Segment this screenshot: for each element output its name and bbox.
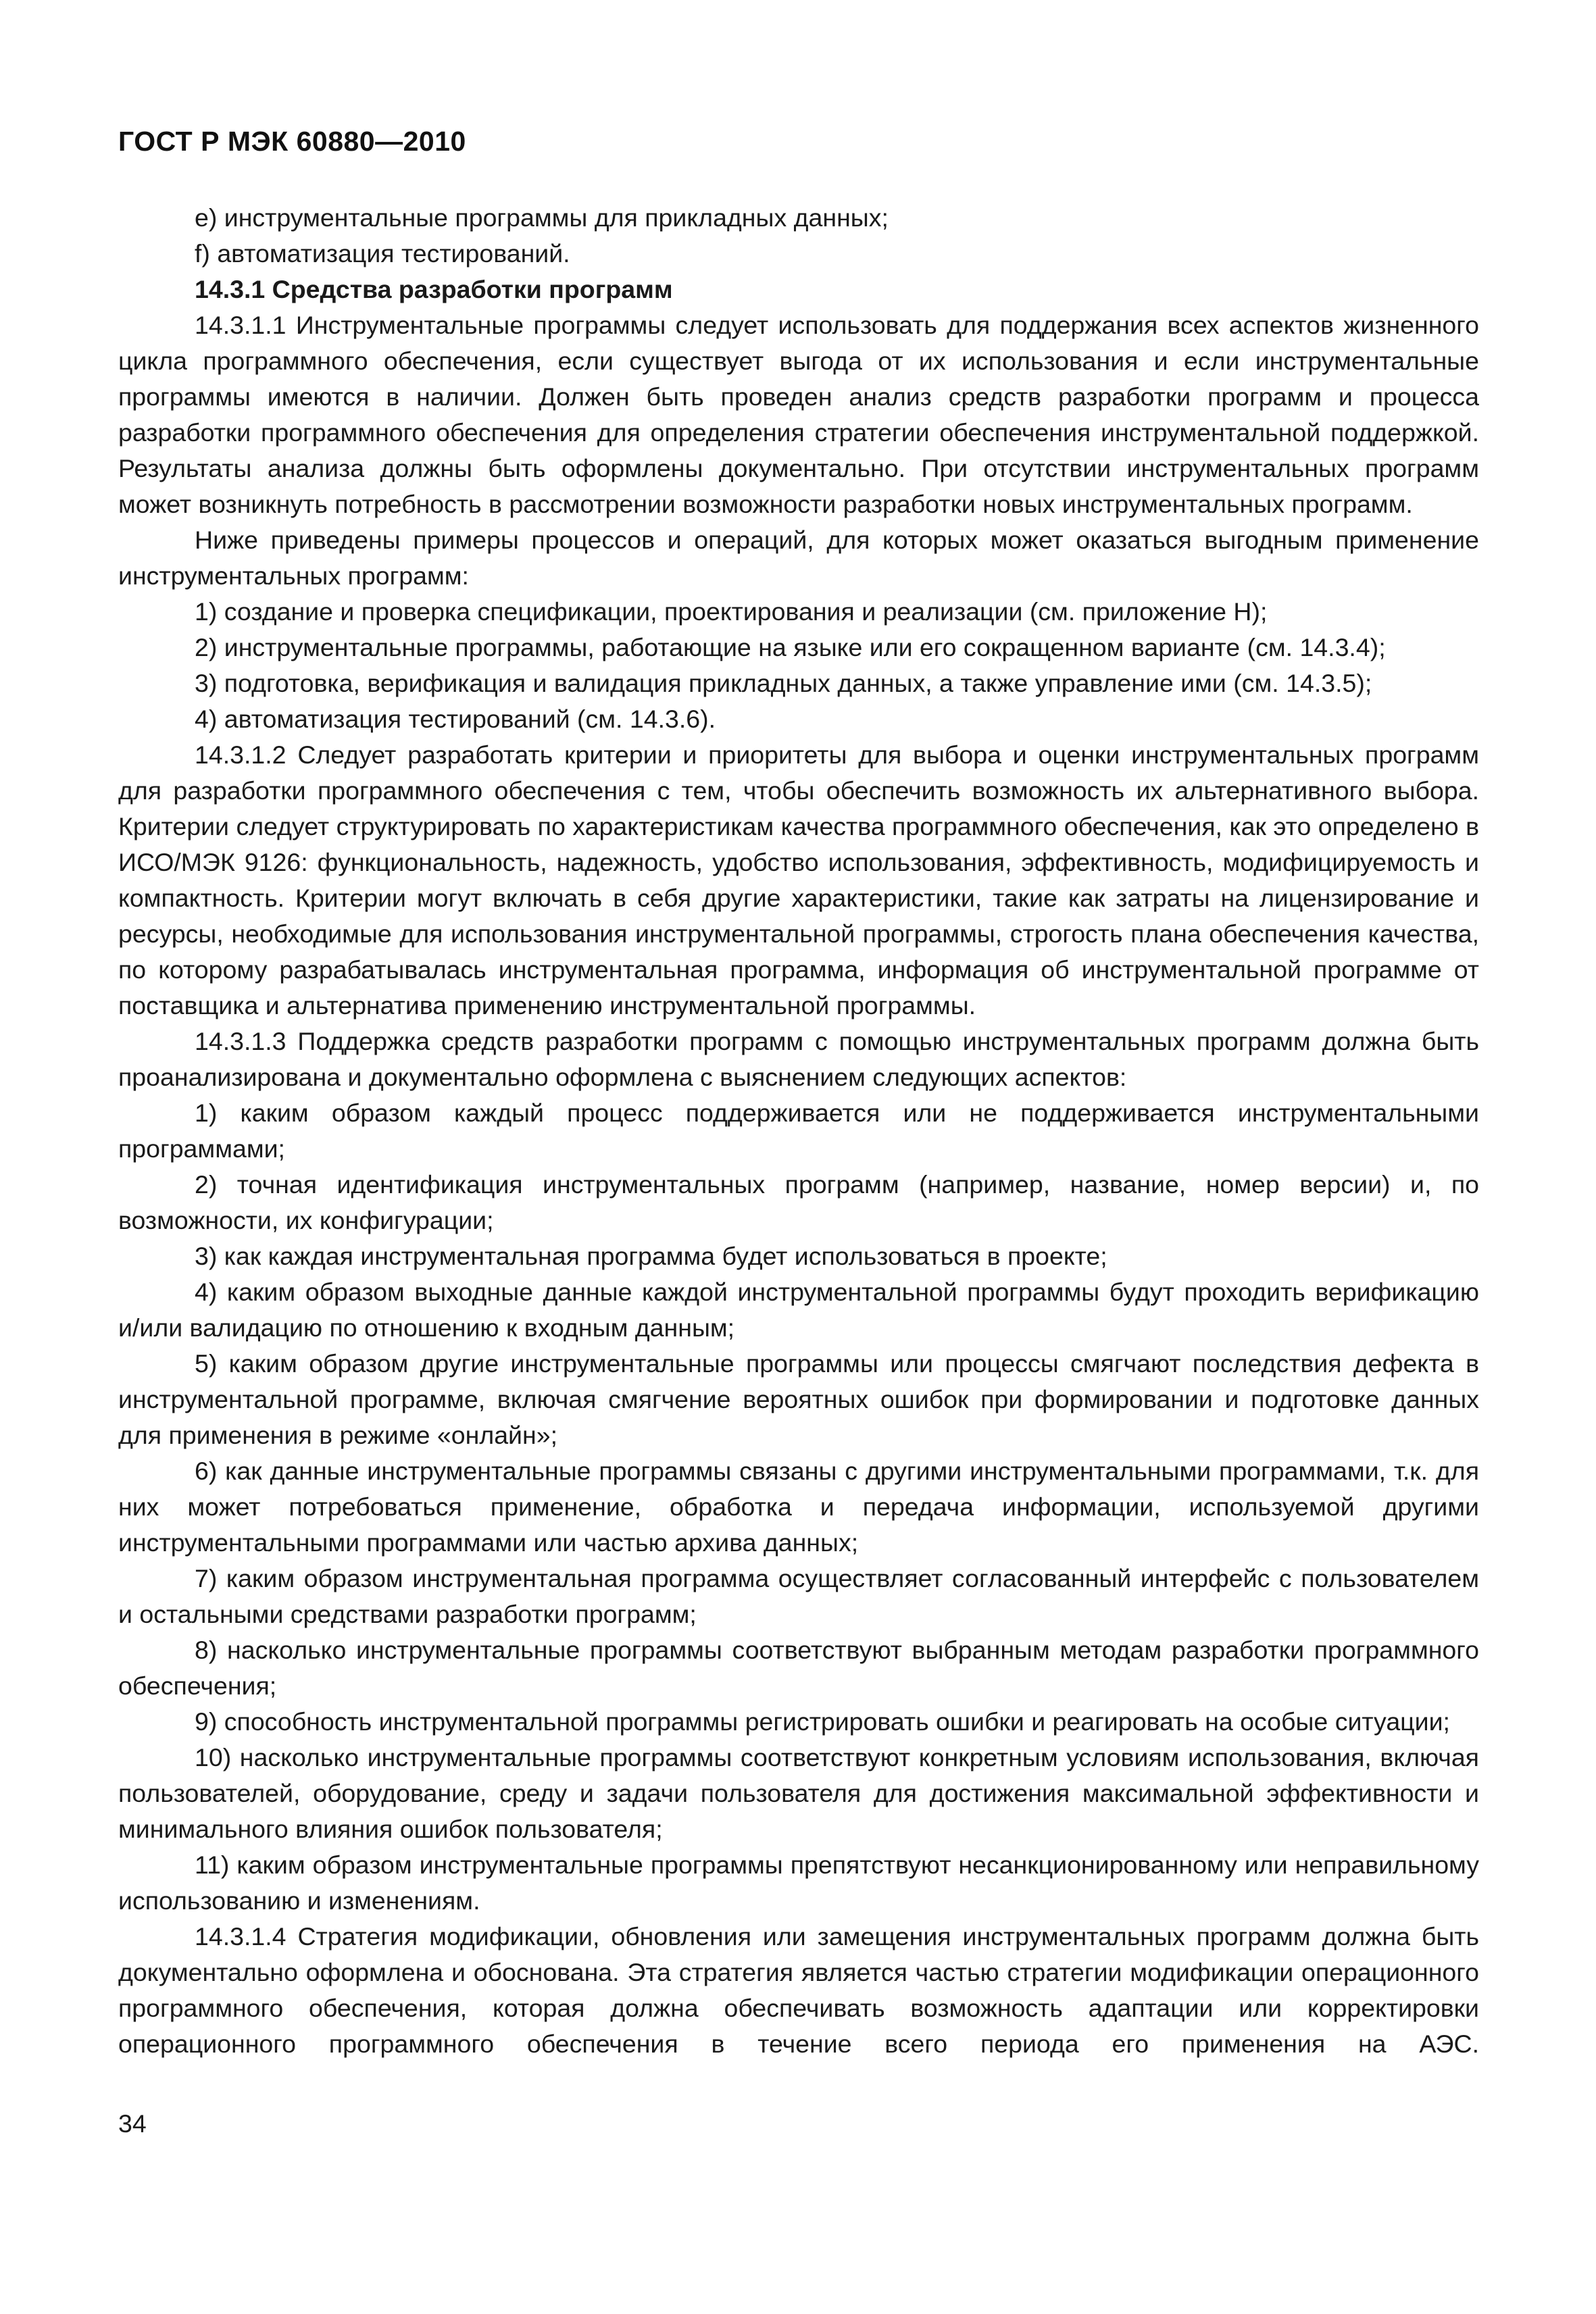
aspect-item-4: 4) каким образом выходные данные каждой инструментальной программы будут проходить верификацию и/или валидацию по отношению к входным данным;	[118, 1278, 1479, 1342]
aspect-item-1: 1) каким образом каждый процесс поддерживается или не поддерживается инструментальными программами;	[118, 1099, 1479, 1163]
document-body	[118, 200, 1479, 2062]
aspect-item-9: 9) способность инструментальной программы регистрировать ошибки и реагировать на особые ситуации;	[195, 1707, 1450, 1736]
list-item-e: е) инструментальные программы для прикладных данных;	[195, 203, 889, 232]
clause-14-3-1-2: 14.3.1.2 Следует разработать критерии и приоритеты для выбора и оценки инструментальных программ для разработки программного обеспечения с тем, чтобы обеспечить возможность их альтернативного выбора. Критерии следует структурировать по характеристикам качества программного обеспечения, как это определено в ИСО/МЭК 9126: функциональность, надежность, удобство использования, эффективность, модифицируемость и компактность. Критерии могут включать в себя другие характеристики, такие как затраты на лицензирование и ресурсы, необходимые для использования инструментальной программы, строгость плана обеспечения качества, по которому разрабатывалась инструментальная программа, информация об инструментальной программе от поставщика и альтернатива применению инструментальной программы.	[118, 740, 1479, 1020]
clause-14-3-1-3: 14.3.1.3 Поддержка средств разработки программ с помощью инструментальных программ должна быть проанализирована и документально оформлена с выяснением следующих аспектов:	[118, 1027, 1479, 1091]
example-item-2: 2) инструментальные программы, работающие на языке или его сокращенном варианте (см. 14.3.4);	[195, 633, 1386, 661]
aspect-item-3: 3) как каждая инструментальная программа будет использоваться в проекте;	[195, 1242, 1107, 1270]
document-code-header: ГОСТ Р МЭК 60880—2010	[118, 126, 466, 157]
clause-14-3-1-4: 14.3.1.4 Стратегия модификации, обновления или замещения инструментальных программ должна быть документально оформлена и обоснована. Эта стратегия является частью стратегии модификации операционного программного обеспечения, которая должна обеспечивать возможность адаптации или корректировки операционного программного обеспечения в течение всего периода его применения на АЭС.	[118, 1922, 1479, 2058]
aspect-item-2: 2) точная идентификация инструментальных программ (например, название, номер версии) и, по возможности, их конфигурации;	[118, 1170, 1479, 1234]
example-item-3: 3) подготовка, верификация и валидация прикладных данных, а также управление ими (см. 14.3.5);	[195, 669, 1372, 697]
aspect-item-10: 10) насколько инструментальные программы соответствуют конкретным условиям использования, включая пользователей, оборудование, среду и задачи пользователя для достижения максимальной эффективности и минимального влияния ошибок пользователя;	[118, 1743, 1479, 1843]
aspect-item-11: 11) каким образом инструментальные программы препятствуют несанкционированному или неправильному использованию и изменениям.	[118, 1851, 1479, 1915]
clause-14-3-1-1: 14.3.1.1 Инструментальные программы следует использовать для поддержания всех аспектов жизненного цикла программного обеспечения, если существует выгода от их использования и если инструментальные программы имеются в наличии. Должен быть проведен анализ средств разработки программ и процесса разработки программного обеспечения для определения стратегии обеспечения инструментальной поддержкой. Результаты анализа должны быть оформлены документально. При отсутствии инструментальных программ может возникнуть потребность в рассмотрении возможности разработки новых инструментальных программ.	[118, 311, 1479, 518]
list-item-f: f) автоматизация тестирований.	[195, 239, 570, 268]
aspect-item-6: 6) как данные инструментальные программы связаны с другими инструментальными программами, т.к. для них может потребоваться применение, обработка и передача информации, используемой другими инструментальными программами или частью архива данных;	[118, 1457, 1479, 1557]
aspect-item-5: 5) каким образом другие инструментальные программы или процессы смягчают последствия дефекта в инструментальной программе, включая смягчение вероятных ошибок при формировании и подготовке данных для применения в режиме «онлайн»;	[118, 1349, 1479, 1449]
example-item-1: 1) создание и проверка спецификации, проектирования и реализации (см. приложение Н);	[195, 597, 1268, 626]
page-number: 34	[118, 2109, 147, 2138]
aspect-item-7: 7) каким образом инструментальная программа осуществляет согласованный интерфейс с пользователем и остальными средствами разработки программ;	[118, 1564, 1479, 1628]
examples-intro: Ниже приведены примеры процессов и операций, для которых может оказаться выгодным применение инструментальных программ:	[118, 526, 1479, 590]
example-item-4: 4) автоматизация тестирований (см. 14.3.6).	[195, 705, 716, 733]
aspect-item-8: 8) насколько инструментальные программы соответствуют выбранным методам разработки программного обеспечения;	[118, 1636, 1479, 1700]
section-heading-14-3-1: 14.3.1 Средства разработки программ	[195, 275, 673, 303]
